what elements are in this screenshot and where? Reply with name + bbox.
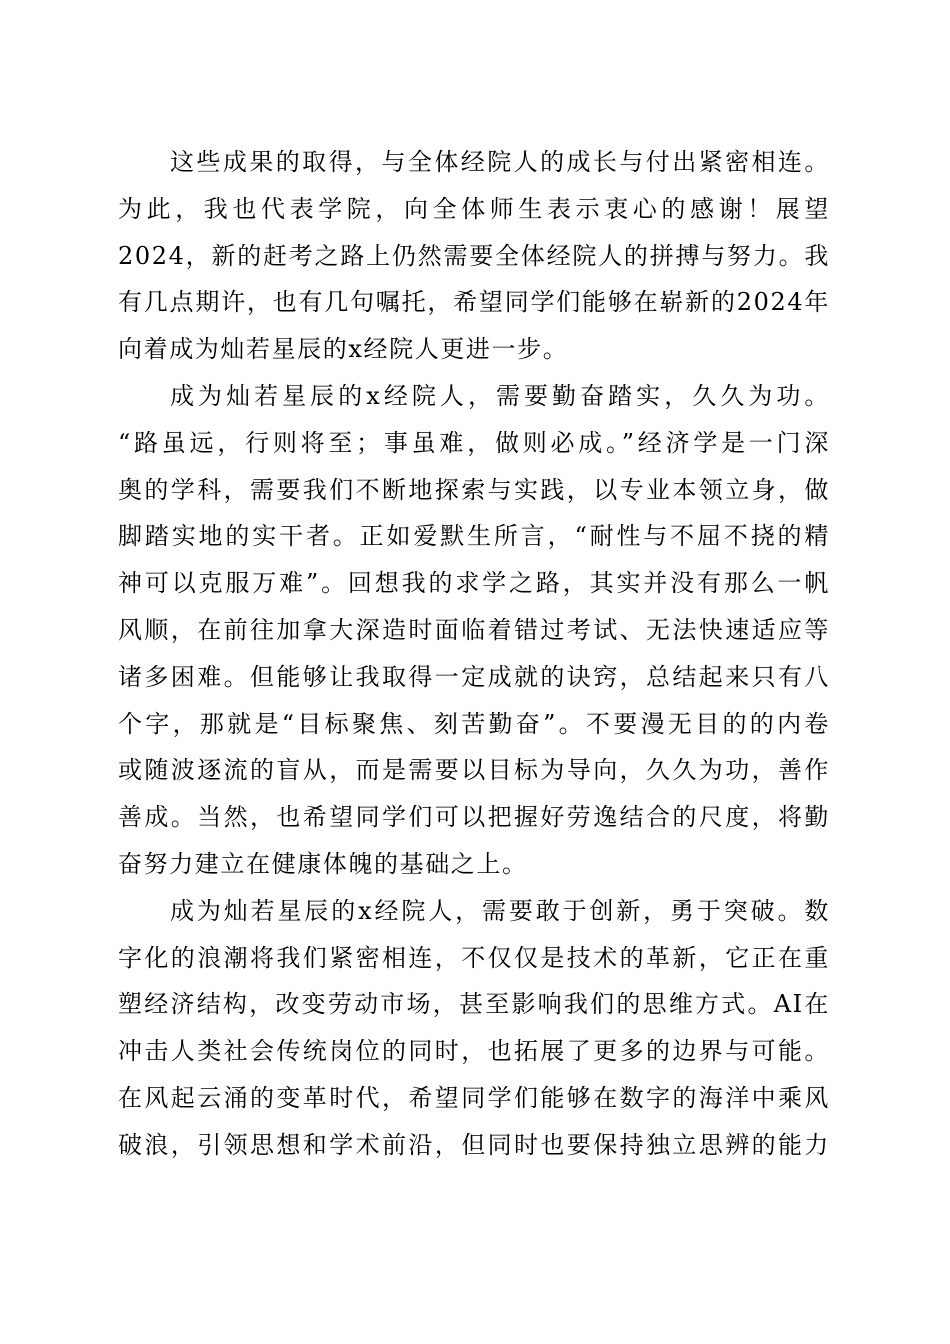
text-line: 风顺，在前往加拿大深造时面临着错过考试、无法快速适应等 [118, 615, 830, 644]
text-line: 成为灿若星辰的x经院人，需要勤奋踏实，久久为功。 [170, 381, 830, 410]
text-line: 有几点期许，也有几句嘱托，希望同学们能够在崭新的2024年 [118, 288, 830, 317]
text-line: 在风起云涌的变革时代，希望同学们能够在数字的海洋中乘风 [118, 1083, 830, 1112]
text-line: 2024，新的赶考之路上仍然需要全体经院人的拼搏与努力。我 [118, 241, 830, 270]
text-line: 这些成果的取得，与全体经院人的成长与付出紧密相连。 [170, 148, 830, 176]
text-line: 诸多困难。但能够让我取得一定成就的诀窍，总结起来只有八 [118, 662, 830, 691]
text-line: 为此，我也代表学院，向全体师生表示衷心的感谢！展望 [118, 194, 830, 223]
text-line: 奥的学科，需要我们不断地探索与实践，以专业本领立身，做 [118, 475, 830, 504]
text-line: 脚踏实地的实干者。正如爱默生所言，“耐性与不屈不挠的精 [118, 522, 830, 551]
paragraph [118, 139, 830, 373]
text-line: 向着成为灿若星辰的x经院人更进一步。 [118, 335, 569, 364]
text-line: 字化的浪潮将我们紧密相连，不仅仅是技术的革新，它正在重 [118, 943, 830, 972]
text-line: 个字，那就是“目标聚焦、刻苦勤奋”。不要漫无目的的内卷 [118, 709, 830, 738]
text-line: 成为灿若星辰的x经院人，需要敢于创新，勇于突破。数 [170, 896, 830, 925]
text-line: 善成。当然，也希望同学们可以把握好劳逸结合的尺度，将勤 [118, 803, 830, 832]
paragraph [118, 888, 830, 1169]
document-body [118, 139, 830, 1169]
text-line: 神可以克服万难”。回想我的求学之路，其实并没有那么一帆 [118, 569, 830, 598]
text-line: 塑经济结构，改变劳动市场，甚至影响我们的思维方式。AI在 [118, 990, 830, 1019]
paragraph [118, 373, 830, 888]
text-line: 奋努力建立在健康体魄的基础之上。 [118, 849, 528, 878]
text-line: 破浪，引领思想和学术前沿，但同时也要保持独立思辨的能力 [118, 1130, 830, 1159]
text-line: 或随波逐流的盲从，而是需要以目标为导向，久久为功，善作 [118, 756, 830, 785]
text-line: “路虽远，行则将至；事虽难，做则必成。”经济学是一门深 [118, 428, 830, 457]
text-line: 冲击人类社会传统岗位的同时，也拓展了更多的边界与可能。 [118, 1037, 830, 1066]
